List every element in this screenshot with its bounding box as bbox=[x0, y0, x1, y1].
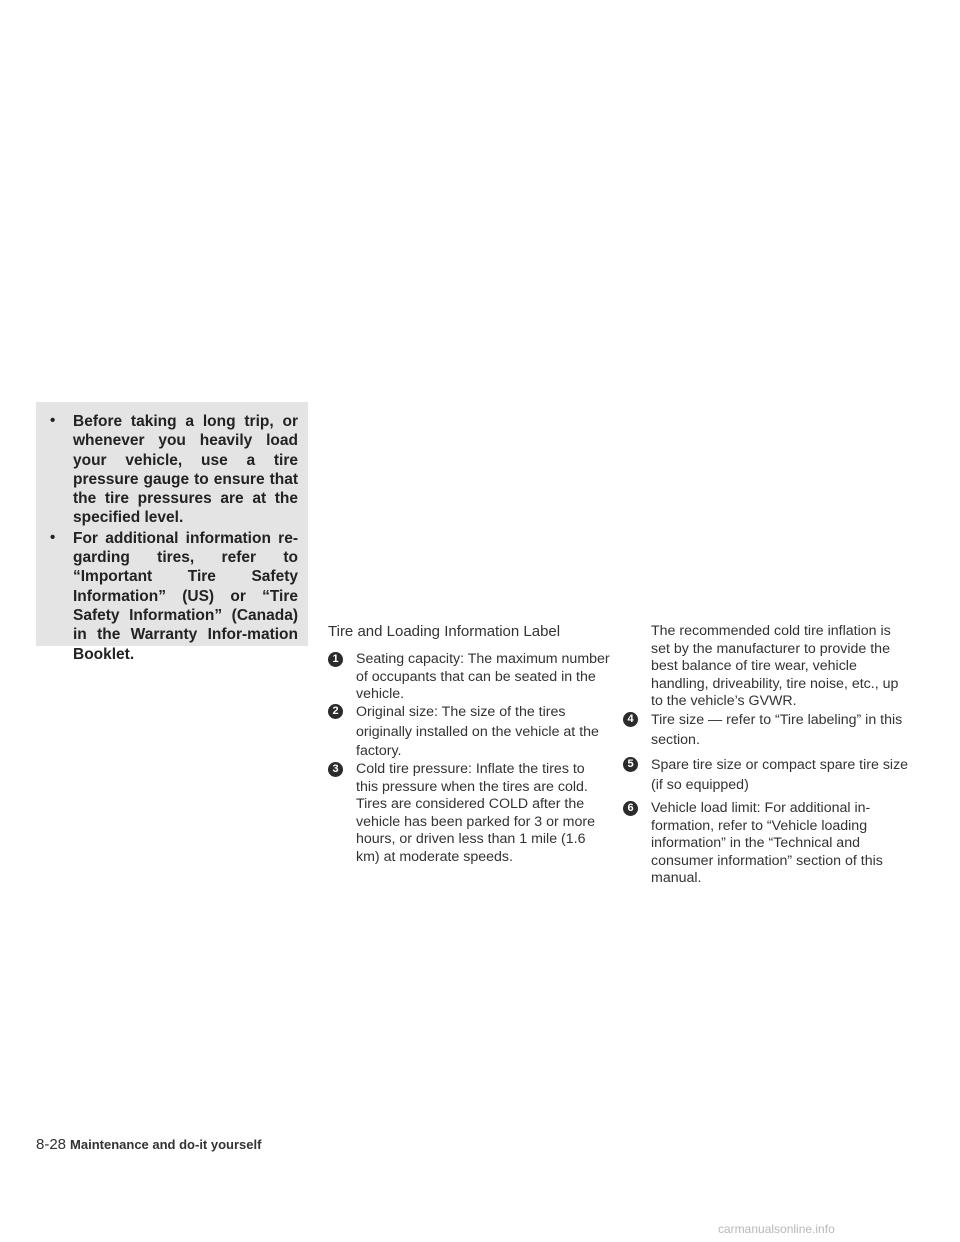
warning-item bbox=[43, 412, 298, 528]
list-item bbox=[328, 651, 610, 704]
list-item bbox=[623, 800, 915, 888]
list-item-text: Vehicle load limit: For additional in-formation, refer to “Vehicle loading information” in the “Technical and consumer information” section of this manual. bbox=[651, 800, 883, 886]
number-badge-icon: 2 bbox=[328, 704, 343, 719]
warning-text: For additional information re-garding tires, refer to “Important Tire Safety Information” (US) or “Tire Safety Information” (Canada) in the Warranty Infor-mation Booklet. bbox=[73, 529, 298, 663]
list-item-text: Original size: The size of the tires originally installed on the vehicle at the factory. bbox=[356, 704, 599, 759]
list-item bbox=[623, 711, 915, 750]
warning-item bbox=[43, 529, 298, 664]
list-item-text: Cold tire pressure: Inflate the tires to this pressure when the tires are cold. Tires are considered COLD after the vehicle has been parked for 3 or more hours, or driven less than 1 mile (1.6 km) at moderate speeds. bbox=[356, 761, 595, 865]
continuation-text: The recommended cold tire inflation is set by the manufacturer to provide the best balance of tire wear, vehicle handling, driveability, tire noise, etc., up to the vehicle’s GVWR. bbox=[651, 623, 899, 709]
number-badge-icon: 5 bbox=[623, 757, 638, 772]
footer-section-title: Maintenance and do-it yourself bbox=[70, 1137, 262, 1152]
bullet-icon: • bbox=[50, 528, 56, 546]
number-badge-icon: 1 bbox=[328, 652, 343, 667]
section-heading: Tire and Loading Information Label bbox=[328, 623, 561, 640]
list-item-text: Spare tire size or compact spare tire size (if so equipped) bbox=[651, 757, 909, 793]
number-badge-icon: 4 bbox=[623, 712, 638, 727]
list-item bbox=[328, 703, 610, 762]
warning-text: Before taking a long trip, or whenever you heavily load your vehicle, use a tire pressure gauge to ensure that the tire pressures are at the specified level. bbox=[73, 413, 298, 527]
number-badge-icon: 3 bbox=[328, 762, 343, 777]
list-item bbox=[328, 761, 610, 866]
bullet-icon: • bbox=[50, 412, 56, 429]
page-footer bbox=[36, 1136, 261, 1153]
page-number: 8-28 bbox=[36, 1136, 67, 1153]
number-badge-icon: 6 bbox=[623, 801, 638, 816]
list-item-text: Seating capacity: The maximum number of occupants that can be seated in the vehicle. bbox=[356, 651, 610, 702]
list-item bbox=[623, 756, 915, 795]
watermark: carmanualsonline.info bbox=[718, 1222, 835, 1236]
list-item-text: Tire size — refer to “Tire labeling” in this section. bbox=[651, 712, 903, 748]
warning-box bbox=[36, 402, 308, 663]
